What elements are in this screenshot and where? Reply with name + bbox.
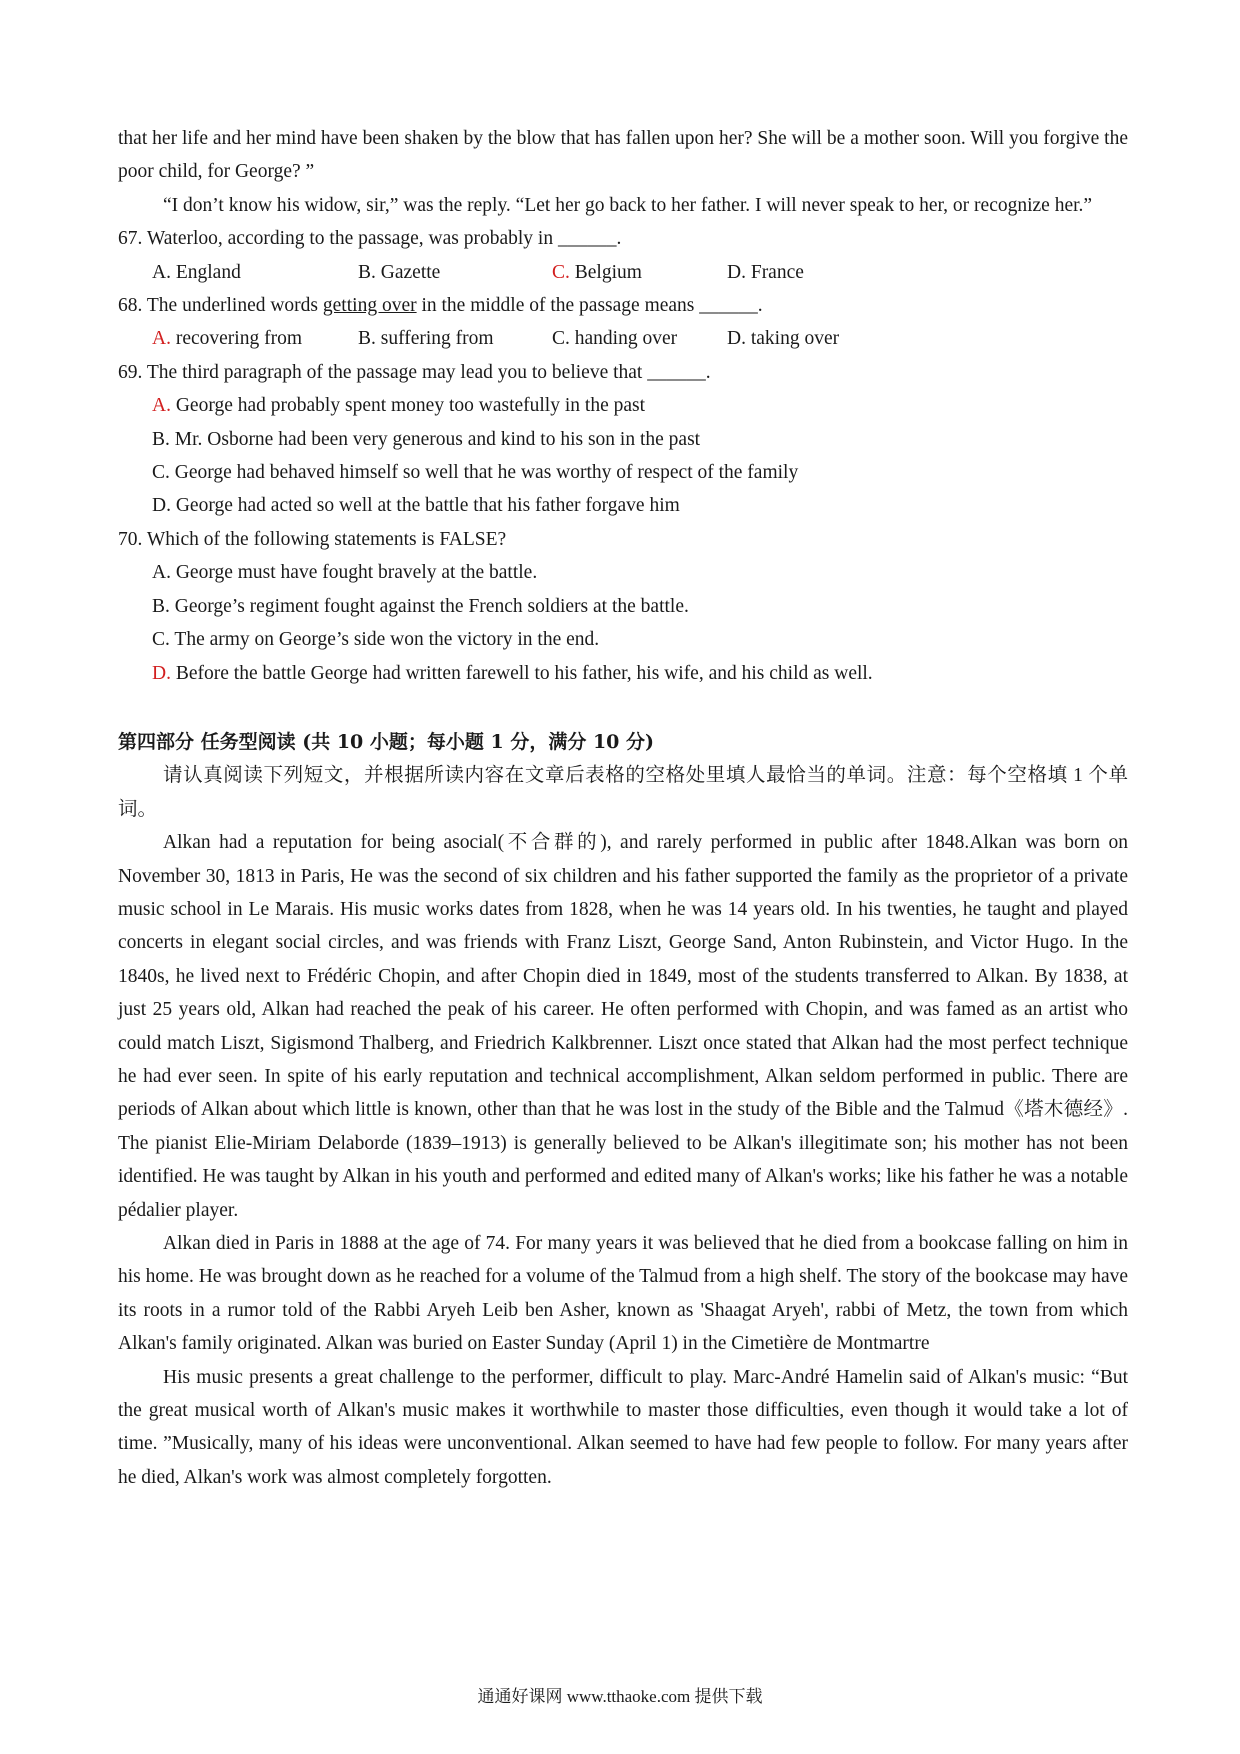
answer-mark: A. [152,395,171,417]
option-d: D. France [727,261,804,283]
option-d: D. George had acted so well at the battle that his father forgave him [152,495,680,517]
option-a: A. George had probably spent money too wastefully in the past [152,395,646,417]
option-c: C. The army on George’s side won the victory in the end. [152,629,600,651]
question-70-stem: 70. Which of the following statements is FALSE? [118,528,507,550]
section-instruction: 请认真阅读下列短文，并根据所读内容在文章后表格的空格处里填人最恰当的单词。注意：每个空格填 1 个单词。 [118,765,1128,820]
question-67-options [152,256,1128,289]
option-c: C. George had behaved himself so well that he was worthy of respect of the family [152,462,799,484]
document-page [118,122,1128,1494]
option-a: A. George must have fought bravely at the battle. [152,562,538,584]
question-69-stem: 69. The third paragraph of the passage may lead you to believe that ______. [118,361,711,383]
option-a: A. England [152,261,241,283]
passage-continuation: that her life and her mind have been shaken by the blow that has fallen upon her? She will be a mother soon. Will you forgive the poor child, for George? ” [118,128,1128,183]
section-heading: 第四部分 任务型阅读 (共 10 小题；每小题 1 分，满分 10 分) [118,730,654,753]
answer-mark: C. [552,261,570,283]
reading-paragraph-2: Alkan died in Paris in 1888 at the age of 74. For many years it was believed that he died from a bookcase falling on him in his home. He was brought down as he reached for a volume of the Talmud from a high shelf. The story of the bookcase may have its roots in a rumor told of the Rabbi Aryeh Leib ben Asher, known as 'Shaagat Aryeh', rabbi of Metz, the town from which Alkan's family originated. Alkan was buried on Easter Sunday (April 1) in the Cimetière de Montmartre [118,1233,1129,1355]
reading-paragraph-1: Alkan had a reputation for being asocial(不合群的), and rarely performed in public after 1848.Alkan was born on November 30, 1813 in Paris, He was the second of six children and his father supported the family as the proprietor of a private music school in Le Marais. His music works dates from 1828, when he was 14 years old. In his twenties, he taught and played concerts in elegant social circles, and was friends with Franz Liszt, George Sand, Anton Rubinstein, and Victor Hugo. In the 1840s, he lived next to Frédéric Chopin, and after Chopin died in 1849, most of the students transferred to Alkan. By 1838, at just 25 years old, Alkan had reached the peak of his career. He often performed with Chopin, and was famed as an artist who could match Liszt, Sigismond Thalberg, and Friedrich Kalkbrenner. Liszt once stated that Alkan had the most perfect technique he had ever seen. In spite of his early reputation and technical accomplishment, Alkan seldom performed in public. There are periods of Alkan about which little is known, other than that he was lost in the study of the Bible and the Talmud《塔木德经》. The pianist Elie-Miriam Delaborde (1839–1913) is generally believed to be Alkan's illegitimate son; his mother has not been identified. He was taught by Alkan in his youth and performed and edited many of Alkan's works; like his father he was a notable pédalier player. [118,832,1128,1221]
option-c: C. handing over [552,328,678,350]
option-d: D. Before the battle George had written farewell to his father, his wife, and his child as well. [152,662,873,684]
question-68-options [152,322,1128,355]
underlined-words: getting over [322,295,417,317]
option-b: B. suffering from [358,328,494,350]
option-b: B. Mr. Osborne had been very generous and kind to his son in the past [152,428,701,450]
page-footer: 通通好课网 www.tthaoke.com 提供下载 [477,1687,763,1706]
option-b: B. George’s regiment fought against the French soldiers at the battle. [152,595,689,617]
passage-reply: “I don’t know his widow, sir,” was the reply. “Let her go back to her father. I will never speak to her, or recognize her.” [163,194,1093,216]
reading-paragraph-3: His music presents a great challenge to the performer, difficult to play. Marc-André Hamelin said of Alkan's music: “But the great musical worth of Alkan's music makes it worthwhile to master those difficulties, even though it would take a lot of time. ”Musically, many of his ideas were unconventional. Alkan seemed to have had few people to follow. For many years after he died, Alkan's work was almost completely forgotten. [118,1366,1128,1488]
option-b: B. Gazette [358,261,441,283]
question-68-stem: 68. The underlined words getting over in the middle of the passage means ______. [118,295,763,317]
option-c: C. Belgium [552,261,642,283]
answer-mark: D. [152,662,171,684]
option-d: D. taking over [727,328,840,350]
question-67-stem: 67. Waterloo, according to the passage, was probably in ______. [118,228,622,250]
option-a: A. recovering from [152,328,302,350]
answer-mark: A. [152,328,171,350]
